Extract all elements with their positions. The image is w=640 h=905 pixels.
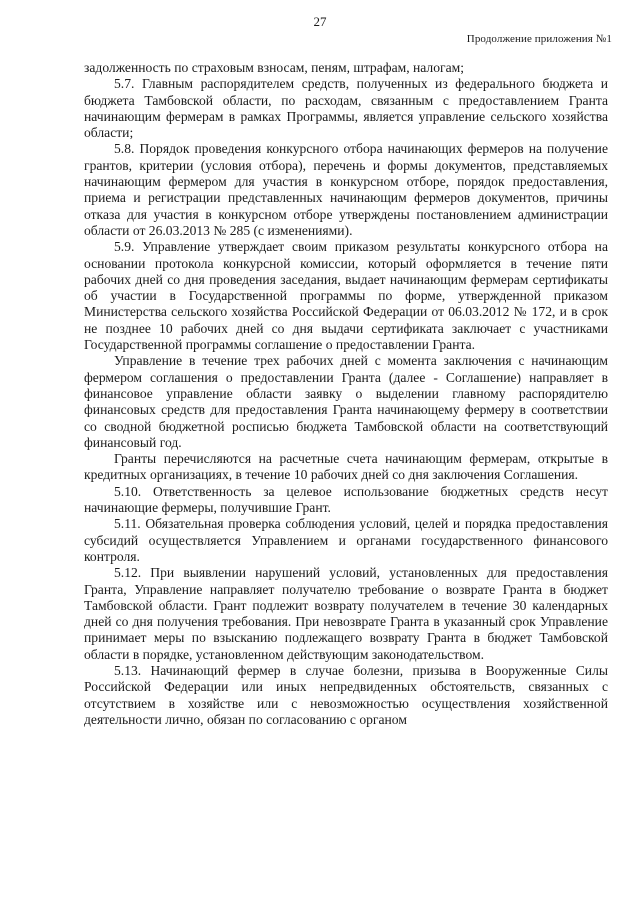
paragraph-5-13: 5.13. Начинающий фермер в случае болезни, призыва в Вооруженные Силы Российской Федерации или иных непредвиденных обстоятельств, связанных с отсутствием в хозяйстве или с невозможностью осуществления хозяйственной деятельности лично, обязан по согласованию с органом (84, 662, 608, 727)
paragraph-5-10: 5.10. Ответственность за целевое использование бюджетных средств несут начинающие фермеры, получившие Грант. (84, 483, 608, 516)
paragraph-5-11: 5.11. Обязательная проверка соблюдения условий, целей и порядка предоставления субсидий осуществляется Управлением и органами государственного финансового контроля. (84, 516, 608, 564)
paragraph-5-9-transfer: Гранты перечисляются на расчетные счета начинающим фермерам, открытые в кредитных организациях, в течение 10 рабочих дней со дня заключения Соглашения. (84, 451, 608, 483)
paragraph-5-7: 5.7. Главным распорядителем средств, полученных из федерального бюджета и бюджета Тамбовской области, по расходам, связанным с предоставлением Гранта начинающим фермерам в рамках Программы, является управление сельского хозяйства области; (84, 76, 608, 141)
paragraph-5-9-agreement: Управление в течение трех рабочих дней с момента заключения с начинающим фермером соглашения о предоставлении Гранта (далее - Соглашение) направляет в финансовое управление области заявку о выделении главному распорядителю финансовых средств для предоставления Гранта начинающему фермеру в соответствии со сводной бюджетной росписью бюджета Тамбовской области на соответствующий финансовый год. (84, 353, 608, 450)
paragraph-5-8: 5.8. Порядок проведения конкурсного отбора начинающих фермеров на получение грантов, критерии (условия отбора), перечень и формы документов, представляемых начинающим фермером для участия в конкурсном отборе, порядок предоставления, приема и регистрации представленных начинающим фермеров документов, причины отказа для участия в конкурсном отборе утверждены постановлением администрации области от 26.03.2013 № 285 (с изменениями). (84, 141, 608, 238)
document-body (84, 60, 608, 728)
paragraph-5-12: 5.12. При выявлении нарушений условий, установленных для предоставления Гранта, Управление направляет получателю требование о возврате Гранта в бюджет Тамбовской области. Грант подлежит возврату получателем в течение 30 календарных дней со дня получения требования. При невозврате Гранта в указанный срок Управление принимает меры по взысканию подлежащего возврату Гранта в бюджет Тамбовской области в порядке, установленном действующим законодательством. (84, 565, 608, 662)
appendix-label: Продолжение приложения №1 (466, 33, 612, 45)
paragraph-5-9: 5.9. Управление утверждает своим приказом результаты конкурсного отбора на основании протокола конкурсной комиссии, который оформляется в течение пяти рабочих дней со дня проведения заседания, выдает начинающим фермерам сертификаты об участии в Государственной программы по форме, утвержденной приказом Министерства сельского хозяйства Российской Федерации от 06.03.2012 № 172, и в срок не позднее 10 рабочих дней со дня выдачи сертификата заключает с участниками Государственной программы соглашение о предоставлении Гранта. (84, 239, 608, 353)
paragraph-continuation: задолженность по страховым взносам, пеням, штрафам, налогам; (84, 60, 465, 75)
page-number: 27 (313, 14, 327, 29)
